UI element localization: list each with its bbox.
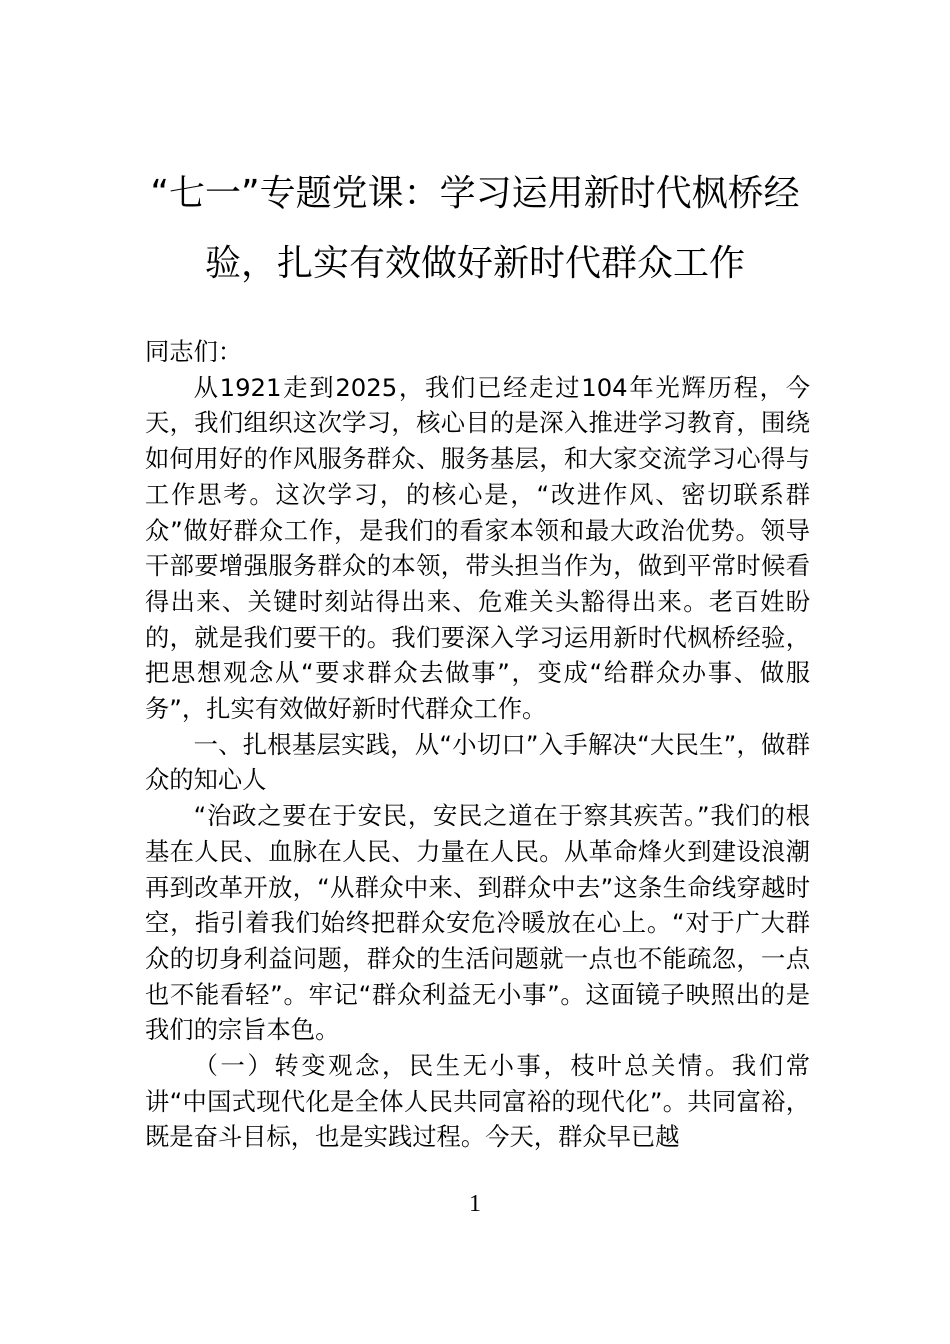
paragraph-subsection-1: （一）转变观念，民生无小事，枝叶总关情。我们常讲“中国式现代化是全体人民共同富裕的现代化”。共同富裕，既是奋斗目标，也是实践过程。今天，群众早已越: [145, 1051, 810, 1152]
section-heading-1: 一、扎根基层实践，从“小切口”入手解决“大民生”，做群众的知心人: [145, 729, 810, 795]
document-title-line-1: “七一”专题党课：学习运用新时代枫桥经: [150, 173, 800, 214]
paragraph-quote: “治政之要在于安民，安民之道在于察其疾苦。”我们的根基在人民、血脉在人民、力量在人民。从革命烽火到建设浪潮再到改革开放，“从群众中来、到群众中去”这条生命线穿越时空，指引着我们始终把群众安危冷暖放在心上。“对于广大群众的切身利益问题，群众的生活问题就一点也不能疏忽，一点也不能看轻”。牢记“群众利益无小事”。这面镜子映照出的是我们的宗旨本色。: [145, 801, 810, 1045]
document-body: [145, 334, 810, 1155]
page-number: 1: [469, 1191, 481, 1217]
paragraph-intro: 从1921走到2025，我们已经走过104年光辉历程，今天，我们组织这次学习，核心目的是深入推进学习教育，围绕如何用好的作风服务群众、服务基层，和大家交流学习心得与工作思考。这次学习，的核心是，“改进作风、密切联系群众”做好群众工作，是我们的看家本领和最大政治优势。领导干部要增强服务群众的本领，带头担当作为，做到平常时候看得出来、关键时刻站得出来、危难关头豁得出来。老百姓盼的，就是我们要干的。我们要深入学习运用新时代枫桥经验，把思想观念从“要求群众去做事”，变成“给群众办事、做服务”，扎实有效做好新时代群众工作。: [145, 372, 810, 724]
salutation: 同志们：: [145, 337, 243, 366]
document-title-line-2: 验，扎实有效做好新时代群众工作: [204, 243, 745, 284]
